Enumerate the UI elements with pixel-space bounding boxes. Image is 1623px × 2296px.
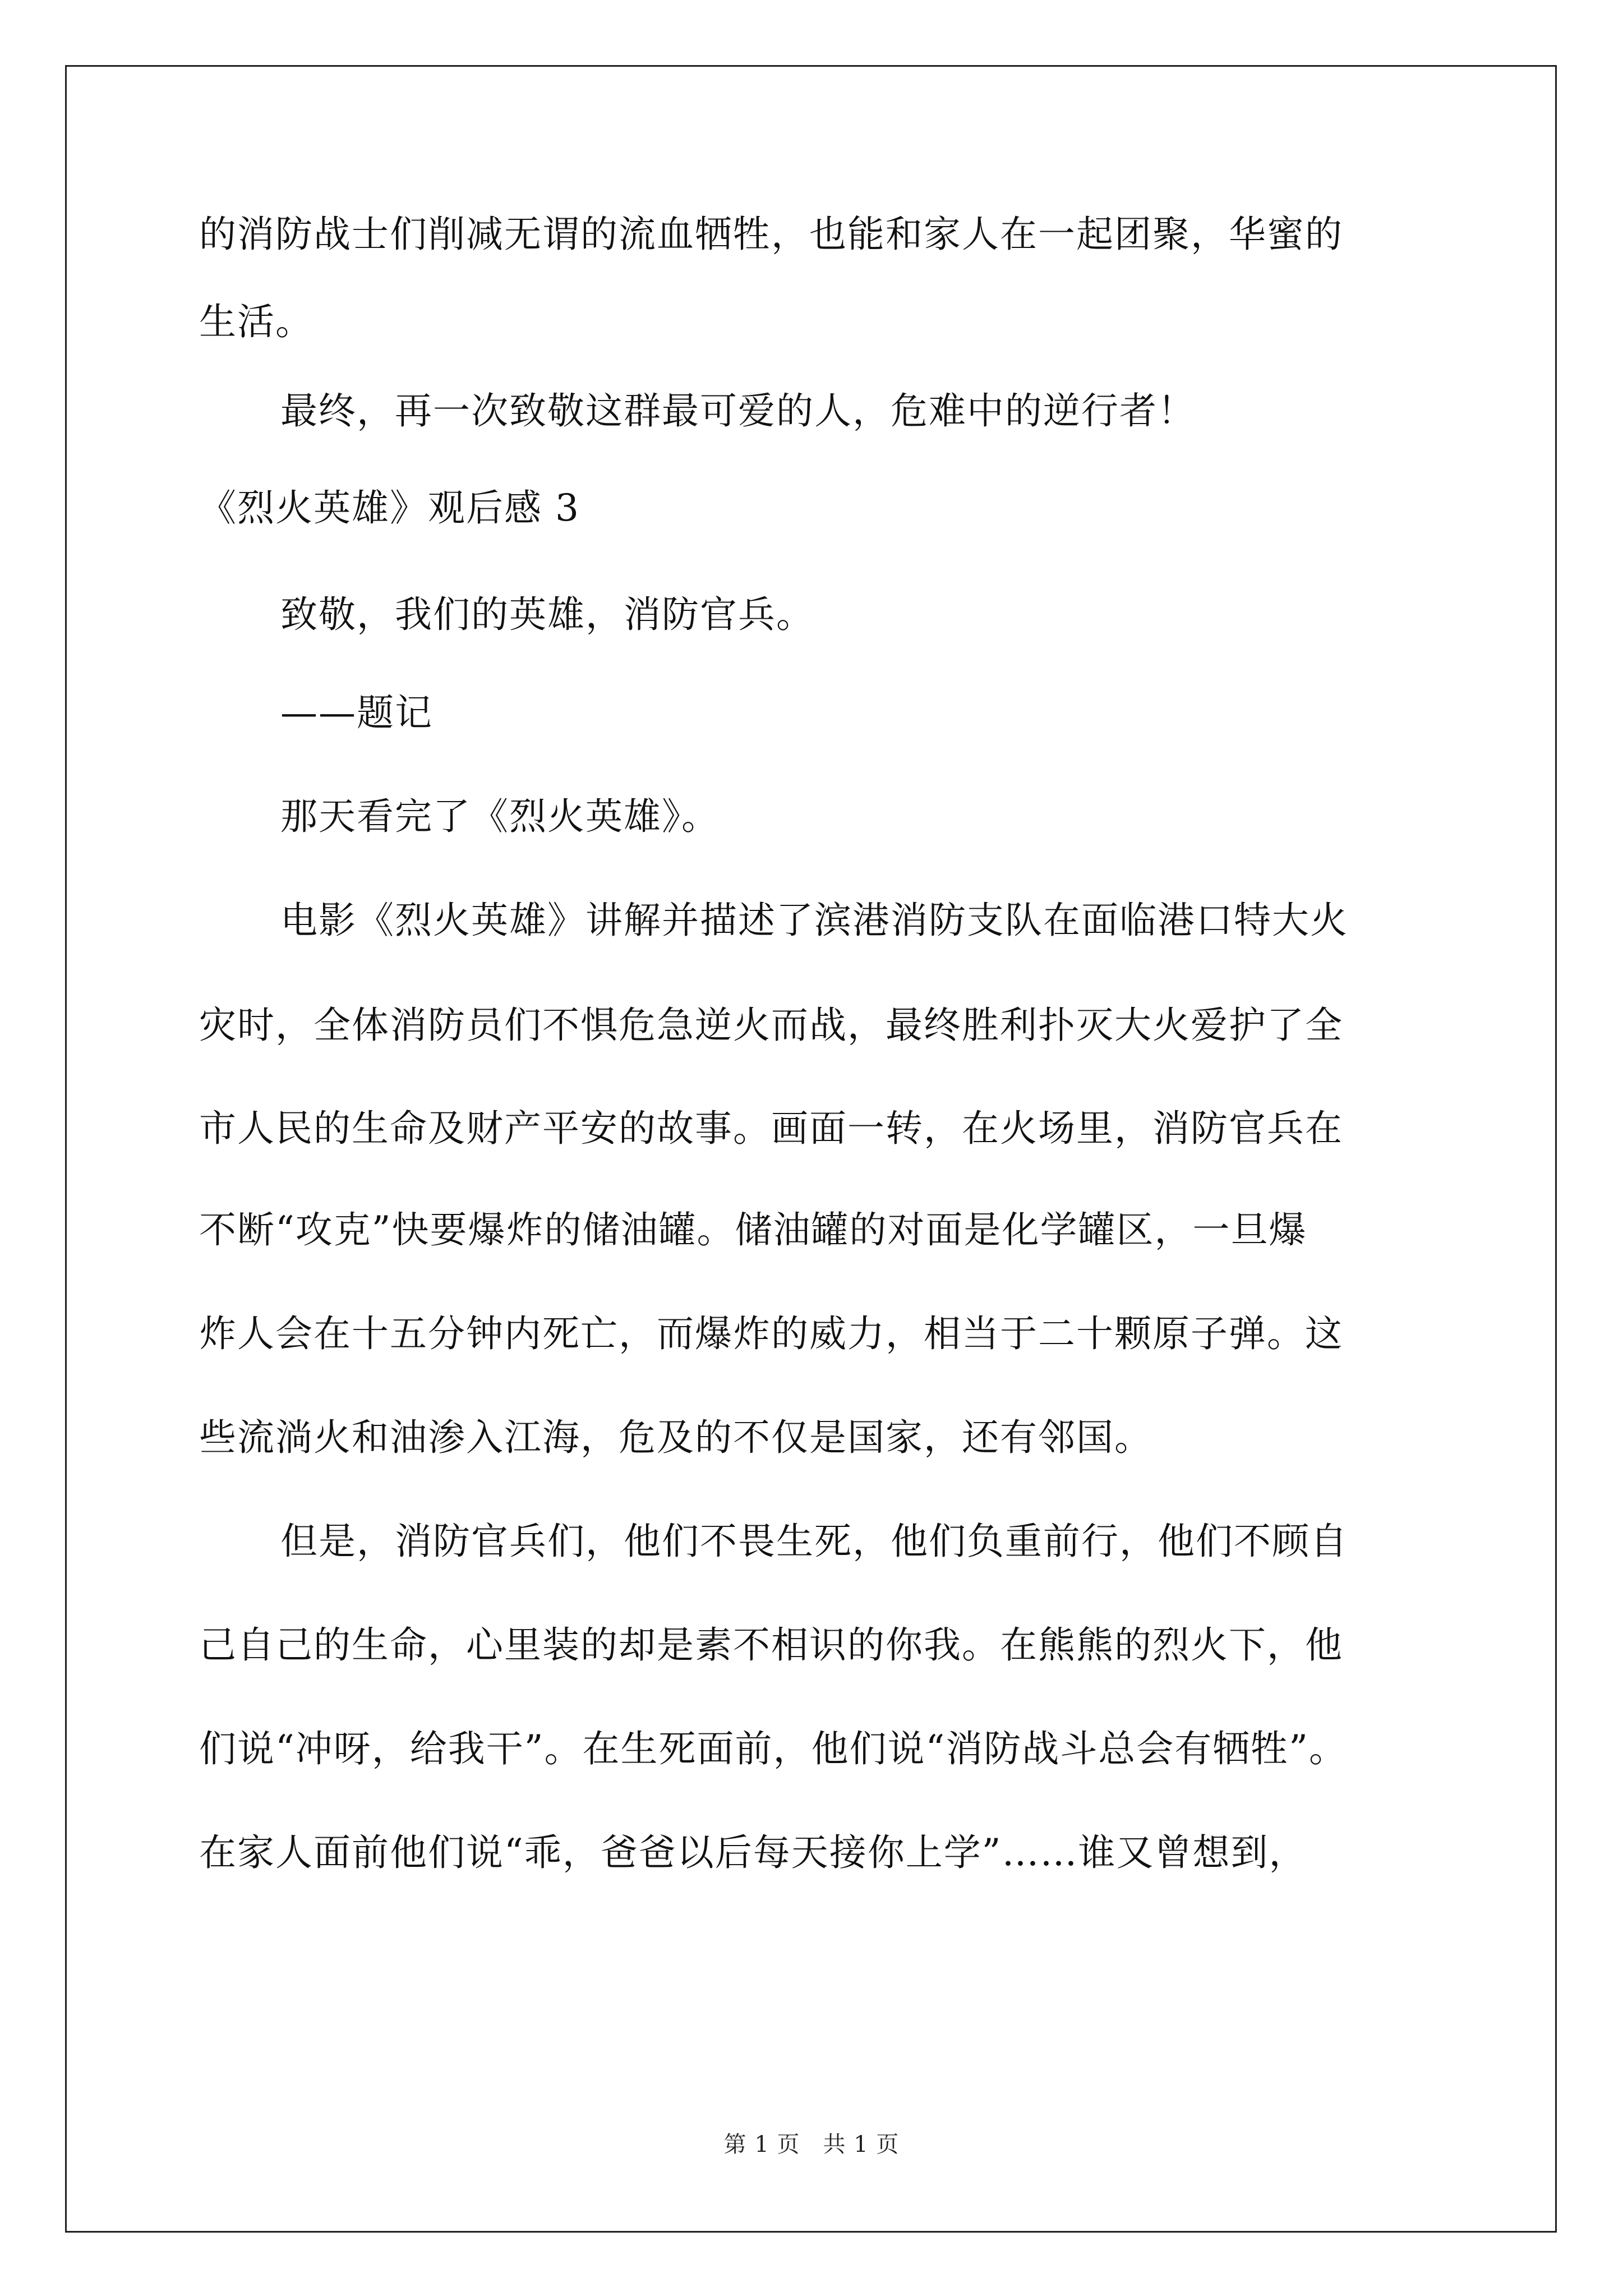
text-line: 灾时，全体消防员们不惧危急逆火而战，最终胜利扑灭大火爱护了全: [199, 1004, 1343, 1047]
text-line: 炸人会在十五分钟内死亡，而爆炸的威力，相当于二十颗原子弹。这: [199, 1312, 1343, 1355]
text-line: 最终，再一次致敬这群最可爱的人，危难中的逆行者！: [280, 389, 1196, 432]
text-line: ——题记: [280, 691, 433, 734]
text-line: 生活。: [199, 300, 313, 343]
page-number-footer: 第 1 页 共 1 页: [723, 2132, 900, 2157]
section-heading: 《烈火英雄》观后感 3: [199, 486, 580, 530]
text-line: 那天看完了《烈火英雄》。: [280, 795, 720, 838]
text-line: 电影《烈火英雄》讲解并描述了滨港消防支队在面临港口特大火: [280, 899, 1348, 942]
text-line: 的消防战士们削减无谓的流血牺牲，也能和家人在一起团聚，华蜜的: [199, 213, 1343, 256]
text-line: 些流淌火和油渗入江海，危及的不仅是国家，还有邻国。: [199, 1416, 1152, 1459]
text-line: 不断“攻克”快要爆炸的储油罐。储油罐的对面是化学罐区，一旦爆: [199, 1208, 1307, 1251]
text-line: 但是，消防官兵们，他们不畏生死，他们负重前行，他们不顾自: [280, 1520, 1348, 1563]
text-line: 们说“冲呀，给我干”。在生死面前，他们说“消防战斗总会有牺牲”。: [199, 1727, 1347, 1770]
text-line: 在家人面前他们说“乖，爸爸以后每天接你上学”……谁又曾想到，: [199, 1831, 1307, 1874]
text-line: 致敬，我们的英雄，消防官兵。: [280, 593, 814, 636]
text-line: 己自己的生命，心里装的却是素不相识的你我。在熊熊的烈火下，他: [199, 1623, 1343, 1667]
text-line: 市人民的生命及财产平安的故事。画面一转，在火场里，消防官兵在: [199, 1107, 1343, 1150]
